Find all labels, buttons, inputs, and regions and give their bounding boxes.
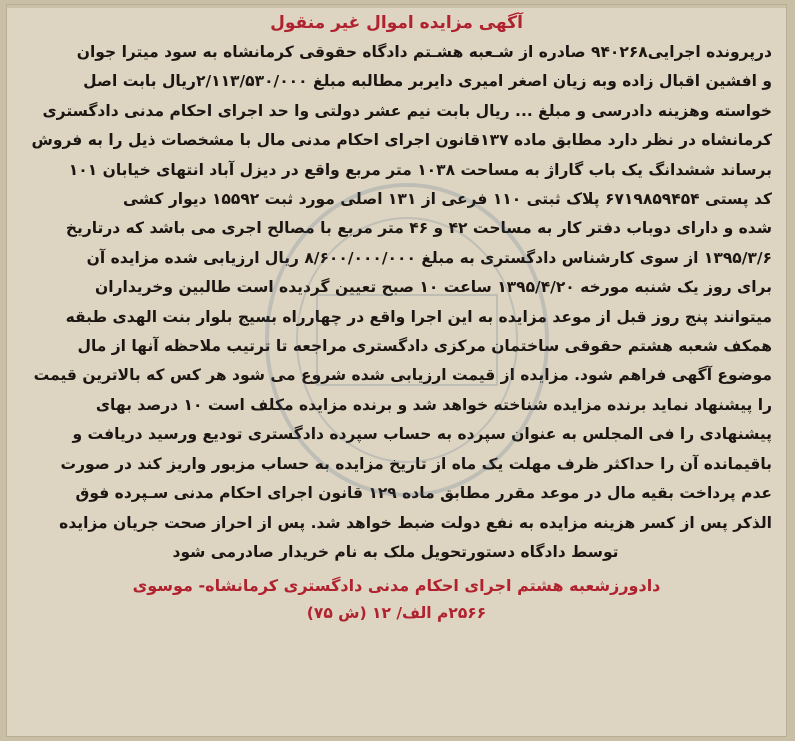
body-line: را پیشنهاد نماید برنده مزایده شناخته خواهد شد و برنده مزایده مکلف است ۱۰ درصد بهای <box>95 395 772 414</box>
body-line: پیشنهادی را فی المجلس به عنوان سپرده به حساب سپرده دادگستری تودیع ورسید دریافت و <box>72 425 772 444</box>
body-line: کرمانشاه در نظر دارد مطابق ماده ۱۳۷قانون اجرای احکام مدنی مال با مشخصات ذیل را به فروش <box>31 131 772 150</box>
body-line: الذکر پس از کسر هزینه مزایده به نفع دولت ضبط خواهد شد. پس از احراز صحت جریان مزایده <box>59 513 772 532</box>
body-line: و افشین اقبال زاده وبه زیان اصغر امیری دایربر مطالبه مبلغ ۲/۱۱۳/۵۳۰/۰۰۰ریال بابت اصل <box>83 72 772 91</box>
body-line: خواسته وهزینه دادرسی و مبلغ ... ریال بابت نیم عشر دولتی وا حد اجرای احکام مدنی دادگستری <box>42 101 772 120</box>
body-line: همکف شعبه هشتم حقوقی ساختمان مرکزی دادگستری مراجعه تا ترتیب ملاحظه آنها از مال <box>77 337 772 356</box>
notice-body <box>19 38 772 567</box>
body-line: ۱۳۹۵/۳/۶ از سوی کارشناس دادگستری به مبلغ ۸/۶۰۰/۰۰۰/۰۰۰ ریال ارزیابی شده مزایده آن <box>86 248 772 267</box>
body-line: شده و دارای دوباب دفتر کار به مساحت ۴۲ و ۴۶ متر مربع با مصالح اجری می باشد که درتاریخ <box>65 219 772 238</box>
body-line: برای روز یک شنبه مورخه ۱۳۹۵/۴/۲۰ ساعت ۱۰ صبح تعیین گردیده است طالبین وخریداران <box>95 278 772 297</box>
notice-reference-number: ۲۵۶۶م الف/ ۱۲ (ش ۷۵) <box>306 604 487 623</box>
body-line-final: توسط دادگاه دستورتحویل ملک به نام خریدار صادرمی شود <box>172 542 619 561</box>
body-line: عدم پرداخت بقیه مال در موعد مقرر مطابق ماده ۱۲۹ قانون اجرای احکام مدنی سـپرده فوق <box>75 484 772 503</box>
body-line: میتوانند پنج روز قبل از موعد مزایده به این اجرا واقع در چهارراه بسیج بلوار بنت الهدی طبقه <box>65 307 772 326</box>
notice-title: آگهی مزایده اموال غیر منقول <box>270 13 523 33</box>
body-line: کد پستی ۶۷۱۹۸۵۹۴۵۴ پلاک ثبتی ۱۱۰ فرعی از ۱۳۱ اصلی مورد ثبت ۱۵۵۹۲ دیوار کشی <box>122 190 772 209</box>
notice-signature: دادورزشعبه هشتم اجرای احکام مدنی دادگستری کرمانشاه- موسوی <box>132 576 661 596</box>
newspaper-clipping <box>6 4 787 737</box>
body-line: برساند ششدانگ یک باب گاراژ به مساحت ۱۰۳۸ متر مربع واقع در دیزل آباد انتهای خیابان ۱۰۱ <box>68 160 772 179</box>
body-line: درپرونده اجرایی۹۴۰۲۶۸ صادره از شـعبه هشـتم دادگاه حقوقی کرمانشاه به سود میترا جوان <box>76 43 772 61</box>
body-line: موضوع آگهی فراهم شود. مزایده از قیمت ارزیابی شده شروع می شود هر کس که بالاترین قیمت <box>33 366 772 385</box>
body-line: باقیمانده آن را حداکثر ظرف مهلت یک ماه از تاریخ مزایده به حساب مزبور واریز کند در صورت <box>60 454 772 473</box>
paper-edge <box>7 5 786 8</box>
